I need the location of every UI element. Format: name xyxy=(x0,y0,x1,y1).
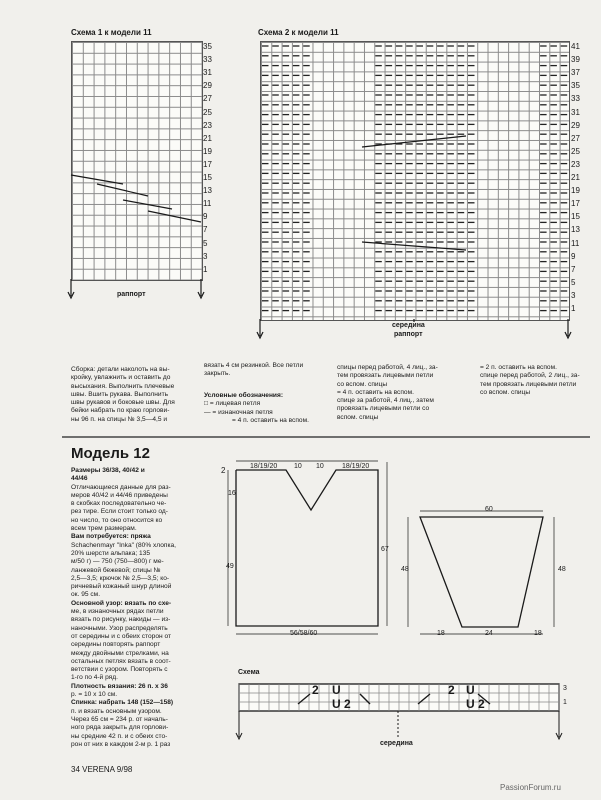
text-line: тем провязать лицевыми петли xyxy=(337,372,434,380)
text-line: бейки набрать по краю горлови- xyxy=(71,407,170,415)
sleeve-bottom-right: 18 xyxy=(534,630,542,637)
assembly-text xyxy=(71,366,196,424)
text-line: спице перед работой, 2 лиц., за- xyxy=(480,372,580,380)
dim-top-left: 18/19/20 xyxy=(250,463,278,470)
text-line: п. и вязать основным узором. xyxy=(71,707,162,715)
sleeve-bottom-mid: 24 xyxy=(485,630,493,637)
text-line: 44/46 xyxy=(71,475,88,483)
schema3-row-3: 3 xyxy=(563,685,567,692)
text-line: ричневый кожаный шнур длиной xyxy=(71,583,172,591)
text-line: ок. 95 см. xyxy=(71,591,101,599)
legend-item-knit: □ = лицевая петля xyxy=(204,400,261,408)
text-line: вязать по рисунку, накиды — из- xyxy=(71,616,171,624)
row-number: 31 xyxy=(571,107,580,117)
row-number: 11 xyxy=(203,199,212,209)
sleeve-bottom-left: 18 xyxy=(437,630,445,637)
assembly-text-cont xyxy=(204,362,326,379)
text-line: но число, то оно относится ко xyxy=(71,516,163,524)
row-number: 3 xyxy=(203,251,208,261)
legend-item-purl: — = изнаночная петля xyxy=(204,408,273,416)
text-line: Вам потребуется: пряжа xyxy=(71,533,151,541)
scheme2-center-label: середина xyxy=(392,322,425,329)
legend-col3 xyxy=(337,364,467,422)
text-line: = 4 п. оставить на вспом. xyxy=(337,388,414,396)
text-line: м/50 г) — 750 (750—800) г ме- xyxy=(71,558,164,566)
text-line: рез тире. Если стоит только од- xyxy=(71,508,168,516)
row-number: 7 xyxy=(203,225,208,235)
text-line: Основной узор: вязать по схе- xyxy=(71,599,172,607)
row-number: 5 xyxy=(203,238,208,248)
row-number: 41 xyxy=(571,42,580,51)
dim-neck-depth: 16 xyxy=(228,490,236,497)
row-number: 33 xyxy=(571,94,580,104)
text-line: ме, в изнаночных рядах петли xyxy=(71,608,164,616)
watermark: PassionForum.ru xyxy=(500,783,561,792)
row-number: 23 xyxy=(203,120,212,130)
schema3-row-1: 1 xyxy=(563,699,567,706)
dim-bottom: 56/58/60 xyxy=(290,630,318,637)
text-line: со вспом. спицы xyxy=(337,380,388,388)
row-number: 25 xyxy=(203,107,212,117)
schema3-symbol-2: U xyxy=(332,683,341,697)
text-line: спице за работой, 4 лиц., затем xyxy=(337,397,434,405)
row-number: 27 xyxy=(571,133,580,143)
schema3-symbol-7: U xyxy=(466,697,475,711)
scheme2-rapport-label: раппорт xyxy=(394,331,423,338)
row-number: 29 xyxy=(203,81,212,91)
text-line: Плотность вязания: 26 п. х 36 xyxy=(71,682,168,690)
legend-block xyxy=(204,392,326,425)
row-number: 19 xyxy=(571,186,580,196)
row-number: 15 xyxy=(203,173,212,182)
row-number: 9 xyxy=(571,251,576,261)
dim-total-height: 67 xyxy=(381,546,389,553)
text-line: швы рукавов и боковые швы. Для xyxy=(71,399,175,407)
text-line: швы. Вшить рукава. Выполнить xyxy=(71,390,169,398)
dim-top-right: 18/19/20 xyxy=(342,463,370,470)
text-line: Размеры 36/38, 40/42 и xyxy=(71,467,145,474)
text-line: высыхания. Выполнить плечевые xyxy=(71,382,175,390)
row-number: 21 xyxy=(571,173,580,182)
row-number: 3 xyxy=(571,290,576,300)
text-line: между двойными стрелками, на xyxy=(71,649,169,657)
text-line: Отличающиеся данные для раз- xyxy=(71,483,171,491)
row-number: 17 xyxy=(203,159,212,169)
text-line: тем провязать лицевыми петли xyxy=(480,380,577,388)
row-number: 39 xyxy=(571,55,580,65)
schema3-symbol-8: 2 xyxy=(478,697,485,711)
legend-title: Условные обозначения: xyxy=(204,392,284,399)
text-line: провязать лицевыми петли со xyxy=(337,405,430,413)
schema3-symbol-6: U xyxy=(466,683,475,697)
row-number: 25 xyxy=(571,146,580,156)
row-number: 7 xyxy=(571,264,576,274)
text-line: = 2 п. оставить на вспом. xyxy=(480,364,557,371)
text-line: ланжевой бежевой; спицы № xyxy=(71,566,161,574)
text-line: Через 65 см = 234 р. от началь- xyxy=(71,715,168,723)
row-number: 35 xyxy=(203,42,212,51)
dim-neck-a: 10 xyxy=(294,463,302,470)
text-line: 20% шерсти альпака; 135 xyxy=(71,549,151,557)
row-number: 35 xyxy=(571,81,580,91)
text-line: меров 40/42 и 44/46 приведены xyxy=(71,491,168,499)
schema3-symbol-4: 2 xyxy=(344,697,351,711)
row-number: 17 xyxy=(571,199,580,209)
text-line: кройку, увлажнить и оставить до xyxy=(71,374,171,382)
schema3-symbol-5: 2 xyxy=(448,683,455,697)
row-number: 9 xyxy=(203,212,208,222)
text-line: ного ряда закрыть для горлови- xyxy=(71,724,169,732)
schema3-title: Схема xyxy=(238,669,260,676)
text-line: вспом. спицы xyxy=(337,413,379,421)
row-number: 11 xyxy=(571,238,580,248)
row-number: 29 xyxy=(571,120,580,130)
row-number: 23 xyxy=(571,159,580,169)
row-number: 19 xyxy=(203,146,212,156)
sleeve-top: 60 xyxy=(485,506,493,513)
row-number: 37 xyxy=(571,68,580,78)
row-number: 15 xyxy=(571,212,580,222)
row-number: 31 xyxy=(203,68,212,78)
model-text xyxy=(71,467,191,749)
dim-side: 49 xyxy=(226,563,234,570)
text-line: Спинка: набрать 148 (152—158) xyxy=(71,699,174,707)
row-number: 5 xyxy=(571,277,576,287)
row-number: 33 xyxy=(203,55,212,65)
text-line: от середины и с обеих сторон от xyxy=(71,632,172,640)
row-number: 21 xyxy=(203,133,212,143)
legend-item-cable: = 4 п. оставить на вспом. xyxy=(232,416,309,424)
dim-neck-b: 10 xyxy=(316,463,324,470)
text-line: ны 96 п. на спицы № 3,5—4,5 и xyxy=(71,415,167,423)
text-line: ветствии с узором. Повторять с xyxy=(71,666,168,674)
text-line: Schachenmayr "Inka" (80% хлопка, xyxy=(71,541,176,549)
text-line: 2,5—3,5; крючок № 2,5—3,5; ко- xyxy=(71,574,170,582)
text-line: рон от них в каждом 2-м р. 1 раз xyxy=(71,740,171,748)
text-line: 1-го по 4-й ряд. xyxy=(71,674,118,682)
sleeve-side-right: 48 xyxy=(558,566,566,573)
row-number: 1 xyxy=(203,264,208,274)
text-line: Сборка: детали наколоть на вы- xyxy=(71,366,170,373)
row-number: 13 xyxy=(203,186,212,196)
page-footer: 34 VERENA 9/98 xyxy=(71,765,133,774)
text-line: наночными. Узор распределять xyxy=(71,624,168,632)
text-line: со вспом. спицы xyxy=(480,388,531,396)
legend-col4 xyxy=(480,364,595,397)
text-line: спицы перед работой, 4 лиц., за- xyxy=(337,364,438,371)
row-number: 1 xyxy=(571,304,576,313)
scheme1-title: Схема 1 к модели 11 xyxy=(71,28,152,37)
text-line: остальных петлях вязать в соот- xyxy=(71,657,171,665)
text-line: ны средние 42 п. и с обеих сто- xyxy=(71,732,168,740)
scheme2-title: Схема 2 к модели 11 xyxy=(258,28,339,37)
row-number: 13 xyxy=(571,225,580,235)
text-line: вязать 4 см резинкой. Все петли xyxy=(204,362,304,369)
scheme1-rapport-label: раппорт xyxy=(117,291,146,298)
schema3-center-label: середина xyxy=(380,740,413,747)
text-line: в скобках последовательно че- xyxy=(71,500,167,508)
text-line: середины повторять раппорт xyxy=(71,641,161,649)
sleeve-side-left: 48 xyxy=(401,566,409,573)
text-line: закрыть. xyxy=(204,370,231,378)
text-line: всем трем размерам. xyxy=(71,525,137,533)
row-number: 27 xyxy=(203,94,212,104)
text-line: р. = 10 х 10 см. xyxy=(71,691,118,699)
schema3-symbol-3: U xyxy=(332,697,341,711)
model-title: Модель 12 xyxy=(71,445,150,462)
schema3-symbol-1: 2 xyxy=(312,683,319,697)
dim-shoulder: 2 xyxy=(221,466,226,475)
